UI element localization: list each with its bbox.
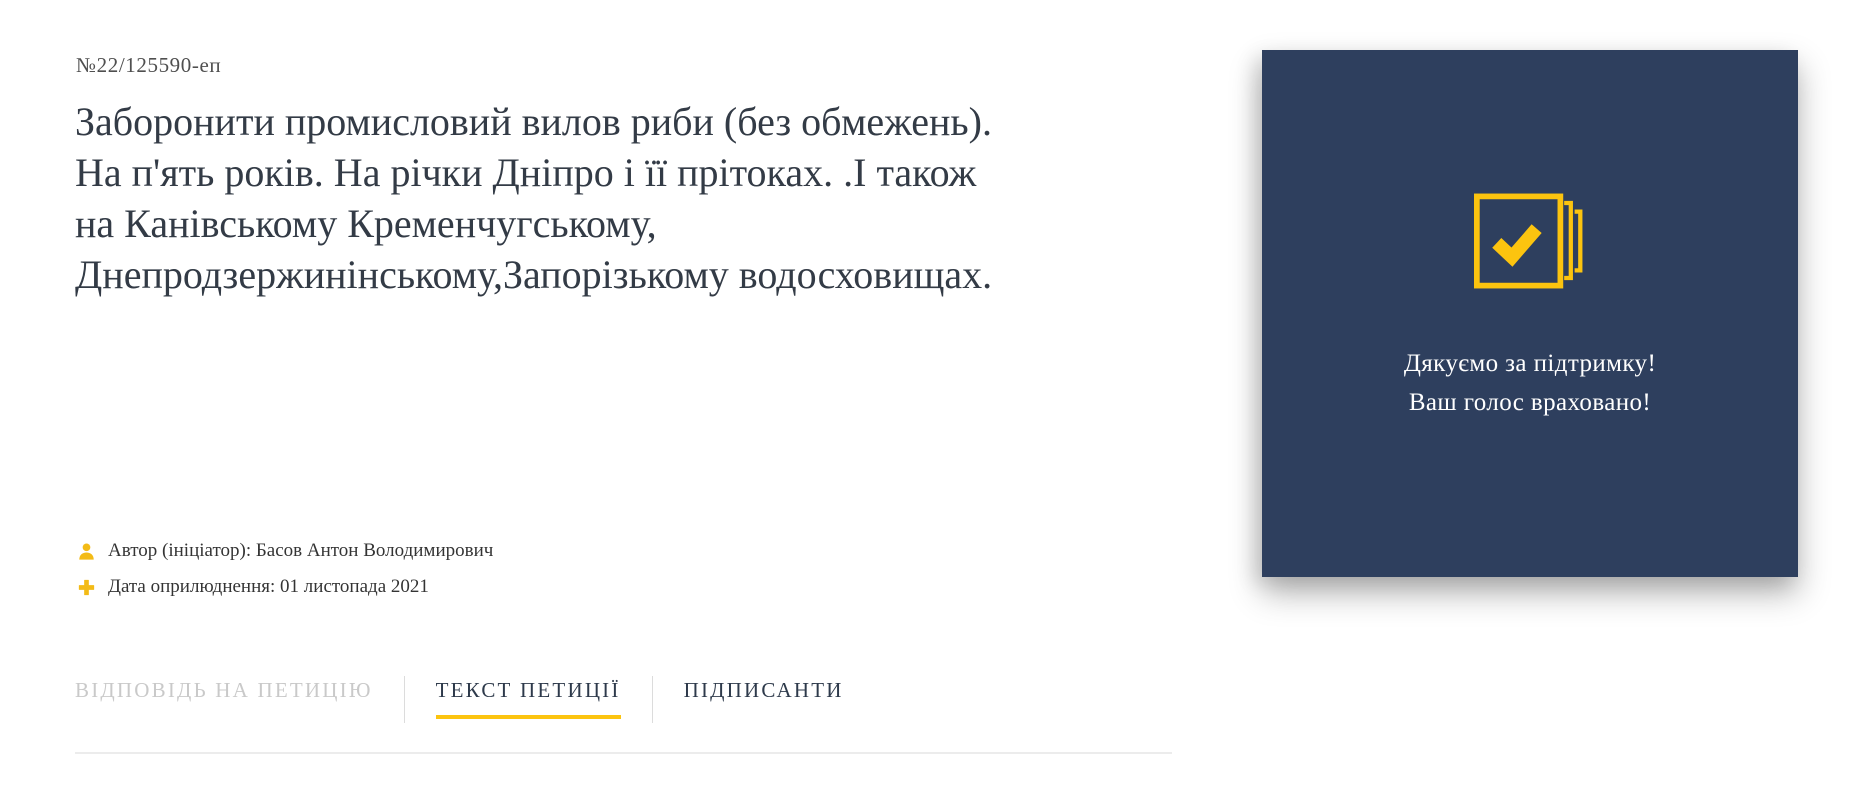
- author-label: Автор (ініціатор): Басов Антон Володимирович: [108, 540, 494, 561]
- petition-tabs: [75, 678, 844, 723]
- thank-you-message: [1404, 344, 1656, 422]
- tab-petition-text[interactable]: ТЕКСТ ПЕТИЦІЇ: [436, 678, 621, 719]
- content-divider: [75, 752, 1172, 754]
- plus-icon: [78, 579, 95, 596]
- publish-date-label: Дата оприлюднення: 01 листопада 2021: [108, 576, 429, 597]
- petition-title: Заборонити промисловий вилов риби (без обмежень). На п'ять років. На річки Дніпро і її прітоках. .І також на Канівському Кременчугському, Днепродзержинінському,Запорізькому водосховищах.: [75, 99, 993, 297]
- tab-divider: [404, 676, 405, 723]
- petition-meta: [78, 540, 493, 612]
- thank-you-line2: Ваш голос враховано!: [1408, 389, 1652, 416]
- person-icon: [78, 543, 95, 560]
- petition-number: №22/125590-еп: [76, 53, 222, 77]
- tab-signatories[interactable]: ПІДПИСАНТИ: [683, 678, 844, 702]
- tab-response-to-petition[interactable]: ВІДПОВІДЬ НА ПЕТИЦІЮ: [75, 678, 373, 702]
- vote-confirmation-card: [1262, 50, 1798, 577]
- publish-date-row: [78, 576, 493, 598]
- tab-divider: [652, 676, 653, 723]
- documents-check-icon: [1474, 192, 1586, 290]
- author-row: [78, 540, 493, 562]
- thank-you-line1: Дякуємо за підтримку!: [1403, 350, 1657, 377]
